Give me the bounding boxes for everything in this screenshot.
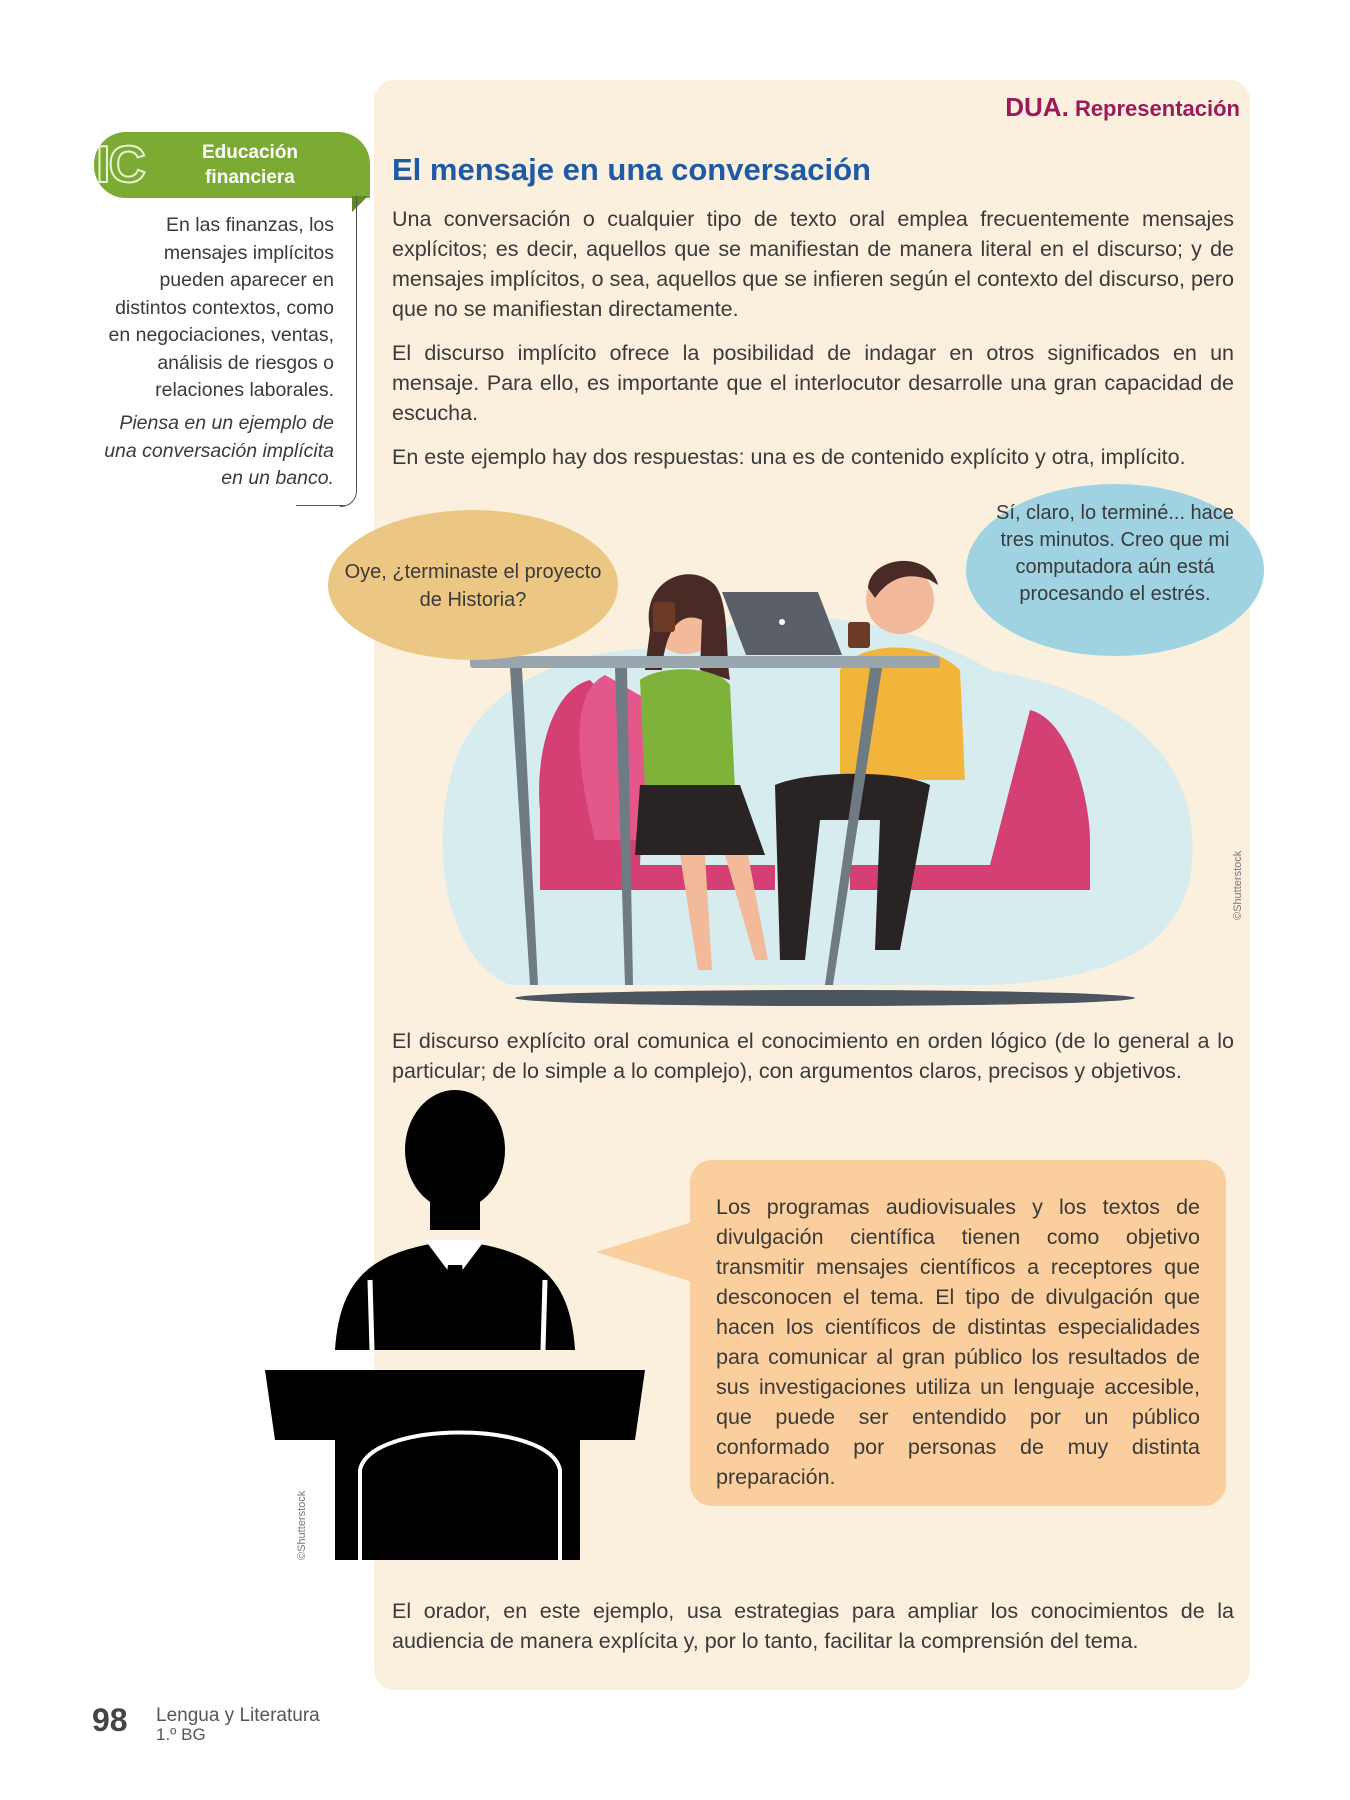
floor-shadow (515, 990, 1135, 1006)
sidebar-text: En las finanzas, los mensajes implícitos pueden aparecer en distintos contextos, como en negociaciones, ventas, análisis de riesgos o relaciones laborales. (108, 214, 334, 401)
paragraph-3: En este ejemplo hay dos respuestas: una es de contenido explícito y otra, implícito. (392, 445, 1186, 469)
paragraph-4: El discurso explícito oral comunica el conocimiento en orden lógico (de lo general a lo particular; de lo simple a lo complejo), con argumentos claros, precisos y objetivos. (392, 1029, 1234, 1083)
sidebar-rule (340, 196, 357, 507)
image-credit-2: ©Shutterstock (296, 1490, 308, 1560)
speech-text: Los programas audiovisuales y los textos de divulgación científica tienen como objetivo transmitir mensajes científicos a receptores que desconocen el tema. El tipo de divulgación que hacen los científicos de distintas especialidades para comunicar al gran público los resultados de sus investigaciones utiliza un lenguaje accesible, que puede ser entendido por un público conformado por personas de muy distinta preparación. (716, 1195, 1200, 1489)
sidebar-rule-bottom (296, 505, 346, 506)
microphone-left (370, 1280, 372, 1350)
dua-representation: Representación (1074, 96, 1240, 121)
dua-bold: DUA. (1005, 92, 1069, 122)
lectern-body (335, 1440, 580, 1560)
coffee-cup-right (848, 622, 870, 648)
page-title: El mensaje en una conversación (392, 152, 871, 187)
microphone-right (543, 1280, 545, 1350)
footer-subject: Lengua y Literatura (156, 1705, 320, 1726)
speaker-neck (430, 1190, 480, 1230)
laptop-logo (779, 619, 785, 625)
lectern-top (265, 1370, 645, 1440)
footer-grade: 1.º BG (156, 1725, 206, 1744)
paragraph-5: El orador, en este ejemplo, usa estrategias para ampliar los conocimientos de la audiencia de manera explícita y, por lo tanto, facilitar la comprensión del tema. (392, 1599, 1234, 1653)
coffee-cup-left (653, 602, 675, 632)
dua-label (1005, 92, 1240, 123)
image-credit-1: ©Shutterstock (1232, 850, 1244, 920)
paragraph-2: El discurso implícito ofrece la posibilidad de indagar en otros significados en un mensaje. Para ello, es importante que el interlocutor desarrolle una gran capacidad de escucha. (392, 341, 1234, 425)
speaker-silhouette (260, 1090, 650, 1580)
woman-shirt (640, 669, 735, 790)
page-number: 98 (92, 1702, 128, 1738)
badge-title: Educación financiera (201, 142, 299, 188)
answer-text: Sí, claro, lo terminé... hace tres minutos. Creo que mi computadora aún está procesando el estrés. (996, 502, 1234, 605)
sidebar-italic-text: Piensa en un ejemplo de una conversación implícita en un banco. (104, 412, 334, 489)
ic-logo: IC (96, 136, 144, 194)
question-text: Oye, ¿terminaste el proyecto de Historia? (344, 561, 602, 611)
speech-tail (596, 1222, 692, 1282)
table-top (470, 656, 940, 668)
paragraph-1: Una conversación o cualquier tipo de texto oral emplea frecuentemente mensajes explícitos; es decir, aquellos que se manifiestan de manera literal en el discurso; y de mensajes implícitos, o sea, aquellos que se infieren según el contexto del discurso, pero que no se manifiestan directamente. (392, 207, 1234, 321)
